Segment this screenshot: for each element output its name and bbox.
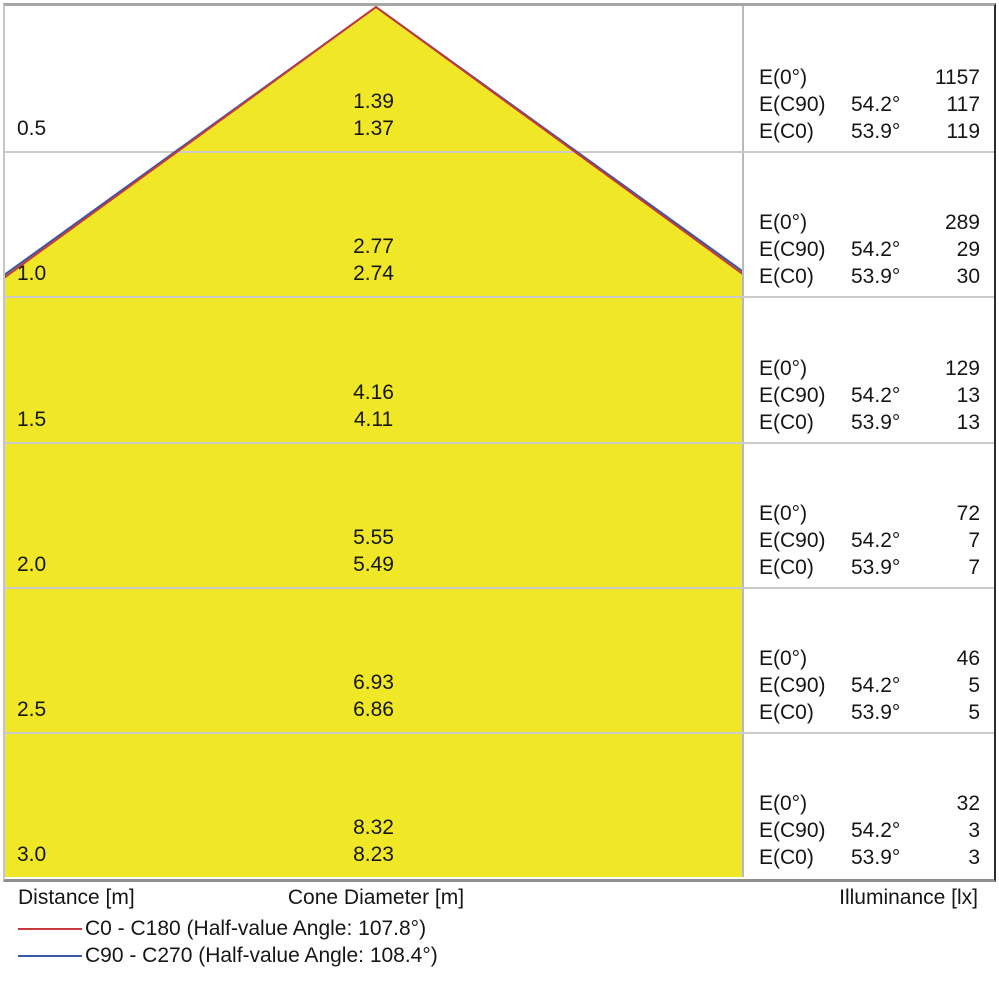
- ec90-label: E(C90): [759, 674, 826, 697]
- e0-angle-empty: [851, 64, 919, 91]
- ec0-angle: 53.9°: [851, 411, 901, 434]
- ec90-angle: 54.2°: [851, 238, 901, 261]
- ec90-value: 29: [956, 238, 980, 261]
- c0-c180-line-swatch: [18, 928, 82, 930]
- cone-diameter-axis-label: Cone Diameter [m]: [287, 886, 465, 909]
- ec90-value: 7: [968, 529, 980, 552]
- ec90-label: E(C90): [759, 93, 826, 116]
- ec0-label: E(C0): [759, 265, 814, 288]
- cone-table-row: [5, 151, 994, 296]
- illuminance-axis-label: Illuminance [lx]: [839, 886, 978, 909]
- cone-table-row: [5, 442, 994, 587]
- ec0-value: 13: [956, 411, 980, 434]
- illuminance-table: [759, 790, 980, 871]
- ec0-value: 119: [946, 120, 980, 143]
- e0-value: 1157: [934, 66, 980, 89]
- e0-value: 289: [944, 211, 980, 234]
- e0-value: 32: [956, 792, 980, 815]
- ec0-angle: 53.9°: [851, 701, 901, 724]
- cone-table-row: [5, 732, 994, 877]
- ec0-label: E(C0): [759, 556, 814, 579]
- distance-value: 3.0: [17, 843, 47, 866]
- distance-value: 2.0: [17, 553, 47, 576]
- ec90-value: 117: [946, 93, 980, 116]
- distance-value: 1.5: [17, 408, 47, 431]
- ec0-angle: 53.9°: [851, 556, 901, 579]
- ec0-value: 30: [956, 265, 980, 288]
- ec0-angle: 53.9°: [851, 120, 901, 143]
- cone-diameter-c90-value: 2.77: [353, 235, 394, 258]
- illuminance-table: [759, 500, 980, 581]
- cone-diameter-c90-value: 4.16: [353, 381, 394, 404]
- cone-diameter-values: [5, 669, 742, 723]
- c90-c270-line-swatch: [18, 955, 82, 957]
- distance-axis-label: Distance [m]: [18, 886, 135, 909]
- e0-value: 72: [956, 502, 980, 525]
- cone-table-row: [5, 6, 994, 151]
- ec90-angle: 54.2°: [851, 93, 901, 116]
- e0-label: E(0°): [759, 66, 808, 89]
- ec90-label: E(C90): [759, 384, 826, 407]
- legend: [18, 915, 438, 969]
- ec90-label: E(C90): [759, 529, 826, 552]
- cone-table-row: [5, 587, 994, 732]
- cone-diameter-values: [5, 233, 742, 287]
- ec0-value: 3: [968, 846, 980, 869]
- ec0-label: E(C0): [759, 701, 814, 724]
- e0-label: E(0°): [759, 211, 808, 234]
- distance-value: 0.5: [17, 117, 47, 140]
- distance-value: 2.5: [17, 698, 47, 721]
- ec90-label: E(C90): [759, 819, 826, 842]
- e0-value: 129: [944, 357, 980, 380]
- e0-label: E(0°): [759, 647, 808, 670]
- ec0-angle: 53.9°: [851, 265, 901, 288]
- ec0-label: E(C0): [759, 846, 814, 869]
- cone-diameter-c0-value: 6.86: [353, 698, 394, 721]
- ec90-label: E(C90): [759, 238, 826, 261]
- legend-item-c0-c180: [18, 915, 438, 942]
- ec90-angle: 54.2°: [851, 529, 901, 552]
- ec0-label: E(C0): [759, 411, 814, 434]
- illuminance-table: [759, 209, 980, 290]
- illuminance-table: [759, 355, 980, 436]
- legend-item-c90-c270: [18, 942, 438, 969]
- distance-value: 1.0: [17, 262, 47, 285]
- cone-diameter-c90-value: 1.39: [353, 90, 394, 113]
- ec90-angle: 54.2°: [851, 384, 901, 407]
- legend-label: C0 - C180 (Half-value Angle: 107.8°): [85, 916, 427, 940]
- ec90-angle: 54.2°: [851, 819, 901, 842]
- e0-angle-empty: [851, 209, 919, 236]
- cone-diameter-c90-value: 6.93: [353, 671, 394, 694]
- cone-diameter-c0-value: 1.37: [353, 117, 394, 140]
- distance-rows: [5, 6, 994, 877]
- ec90-value: 5: [968, 674, 980, 697]
- e0-value: 46: [956, 647, 980, 670]
- e0-angle-empty: [851, 790, 919, 817]
- e0-angle-empty: [851, 500, 919, 527]
- cone-diameter-values: [5, 88, 742, 142]
- cone-diameter-c0-value: 5.49: [353, 553, 394, 576]
- cone-table-row: [5, 296, 994, 442]
- ec0-label: E(C0): [759, 120, 814, 143]
- e0-label: E(0°): [759, 357, 808, 380]
- cone-diameter-c0-value: 2.74: [353, 262, 394, 285]
- illuminance-table: [759, 645, 980, 726]
- cone-diameter-c90-value: 8.32: [353, 816, 394, 839]
- e0-angle-empty: [851, 355, 919, 382]
- ec90-value: 3: [968, 819, 980, 842]
- e0-label: E(0°): [759, 502, 808, 525]
- cone-diameter-c0-value: 4.11: [353, 408, 394, 431]
- cone-diagram: [3, 3, 996, 882]
- legend-label: C90 - C270 (Half-value Angle: 108.4°): [85, 943, 438, 967]
- ec0-angle: 53.9°: [851, 846, 901, 869]
- e0-label: E(0°): [759, 792, 808, 815]
- cone-diameter-c0-value: 8.23: [353, 843, 394, 866]
- cone-diameter-values: [5, 379, 742, 433]
- ec0-value: 5: [968, 701, 980, 724]
- illuminance-table: [759, 64, 980, 145]
- ec90-value: 13: [956, 384, 980, 407]
- cone-diameter-values: [5, 524, 742, 578]
- cone-diameter-values: [5, 814, 742, 868]
- ec0-value: 7: [968, 556, 980, 579]
- e0-angle-empty: [851, 645, 919, 672]
- cone-diameter-c90-value: 5.55: [353, 526, 394, 549]
- ec90-angle: 54.2°: [851, 674, 901, 697]
